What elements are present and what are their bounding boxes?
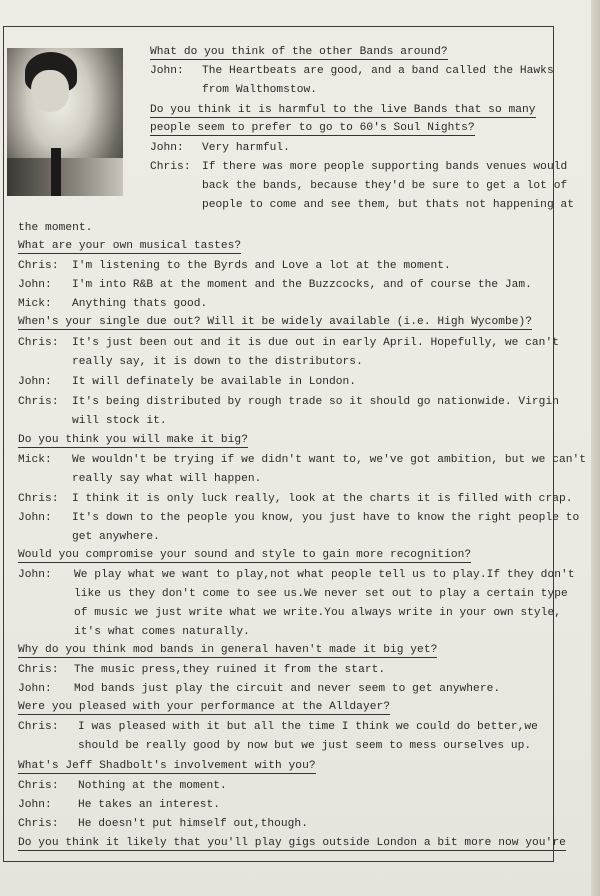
speaker-label: Chris:	[18, 493, 59, 505]
answer-line: like us they don't come to see us.We never set out to play a certain type	[74, 588, 568, 600]
band-photo	[7, 48, 123, 196]
answer-line: should be really good by now but we just seem to mess ourselves up.	[78, 740, 532, 752]
answer-line: Nothing at the moment.	[78, 780, 227, 792]
speaker-label: Chris:	[18, 721, 59, 733]
question-make-it-big: Do you think you will make it big?	[18, 434, 248, 446]
question-single: When's your single due out? Will it be widely available (i.e. High Wycombe)?	[18, 316, 533, 328]
answer-line: really say what will happen.	[72, 473, 262, 485]
answer-line: It's just been out and it is due out in early April. Hopefully, we can't	[72, 337, 559, 349]
answer-line: It's being distributed by rough trade so it should go nationwide. Virgin	[72, 396, 559, 408]
answer-line: the moment.	[18, 222, 93, 234]
answer-line: I was pleased with it but all the time I think we could do better,we	[78, 721, 538, 733]
answer-line: The Heartbeats are good, and a band called the Hawks	[202, 65, 554, 77]
answer-line: Anything thats good.	[72, 298, 208, 310]
answer-line: really say, it is down to the distributors.	[72, 356, 363, 368]
speaker-label: John:	[18, 512, 52, 524]
microphone-icon	[51, 148, 61, 196]
question-jeff-shadbolt: What's Jeff Shadbolt's involvement with you?	[18, 760, 316, 772]
photo-face	[31, 70, 69, 112]
question-other-bands: What do you think of the other Bands around?	[150, 46, 448, 58]
answer-line: get anywhere.	[72, 531, 160, 543]
speaker-label: Chris:	[18, 664, 59, 676]
answer-line: He doesn't put himself out,though.	[78, 818, 308, 830]
answer-line: people to come and see them, but thats not happening at	[202, 199, 574, 211]
speaker-label: Chris:	[150, 161, 191, 173]
answer-line: It will definately be available in London.	[72, 376, 357, 388]
answer-line: We wouldn't be trying if we didn't want to, we've got ambition, but we can't	[72, 454, 587, 466]
page-binding-edge	[591, 0, 600, 896]
speaker-label: John:	[18, 799, 52, 811]
answer-line: We play what we want to play,not what people tell us to play.If they don't	[74, 569, 575, 581]
answer-line: I think it is only luck really, look at the charts it is filled with crap.	[72, 493, 573, 505]
answer-line: I'm listening to the Byrds and Love a lot at the moment.	[72, 260, 451, 272]
photo-shirt	[7, 158, 123, 196]
speaker-label: Chris:	[18, 260, 59, 272]
speaker-label: John:	[18, 279, 52, 291]
answer-line: of music we just write what we write.You always write in your own style,	[74, 607, 561, 619]
question-mod-bands: Why do you think mod bands in general haven't made it big yet?	[18, 644, 438, 656]
answer-line: Very harmful.	[202, 142, 290, 154]
answer-line: it's what comes naturally.	[74, 626, 250, 638]
speaker-label: Mick:	[18, 298, 52, 310]
question-musical-tastes: What are your own musical tastes?	[18, 240, 242, 252]
speaker-label: Chris:	[18, 396, 59, 408]
speaker-label: John:	[18, 376, 52, 388]
speaker-label: John:	[18, 683, 52, 695]
speaker-label: Chris:	[18, 780, 59, 792]
speaker-label: Chris:	[18, 818, 59, 830]
speaker-label: John:	[150, 65, 184, 77]
speaker-label: Mick:	[18, 454, 52, 466]
answer-line: will stock it.	[72, 415, 167, 427]
speaker-label: Chris:	[18, 337, 59, 349]
answer-line: I'm into R&B at the moment and the Buzzcocks, and of course the Jam.	[72, 279, 532, 291]
question-soul-nights: Do you think it is harmful to the live Bands that so many	[150, 104, 536, 116]
question-gigs-outside-london: Do you think it likely that you'll play gigs outside London a bit more now you're	[18, 837, 566, 849]
answer-line: Mod bands just play the circuit and never seem to get anywhere.	[74, 683, 501, 695]
question-compromise: Would you compromise your sound and style to gain more recognition?	[18, 549, 472, 561]
answer-line: from Walthomstow.	[202, 84, 317, 96]
speaker-label: John:	[150, 142, 184, 154]
speaker-label: John:	[18, 569, 52, 581]
question-alldayer: Were you pleased with your performance at the Alldayer?	[18, 701, 390, 713]
answer-line: He takes an interest.	[78, 799, 221, 811]
question-soul-nights: people seem to prefer to go to 60's Soul Nights?	[150, 122, 475, 134]
answer-line: The music press,they ruined it from the start.	[74, 664, 386, 676]
answer-line: It's down to the people you know, you just have to know the right people to	[72, 512, 580, 524]
answer-line: If there was more people supporting bands venues would	[202, 161, 568, 173]
answer-line: back the bands, because they'd be sure to get a lot of	[202, 180, 568, 192]
